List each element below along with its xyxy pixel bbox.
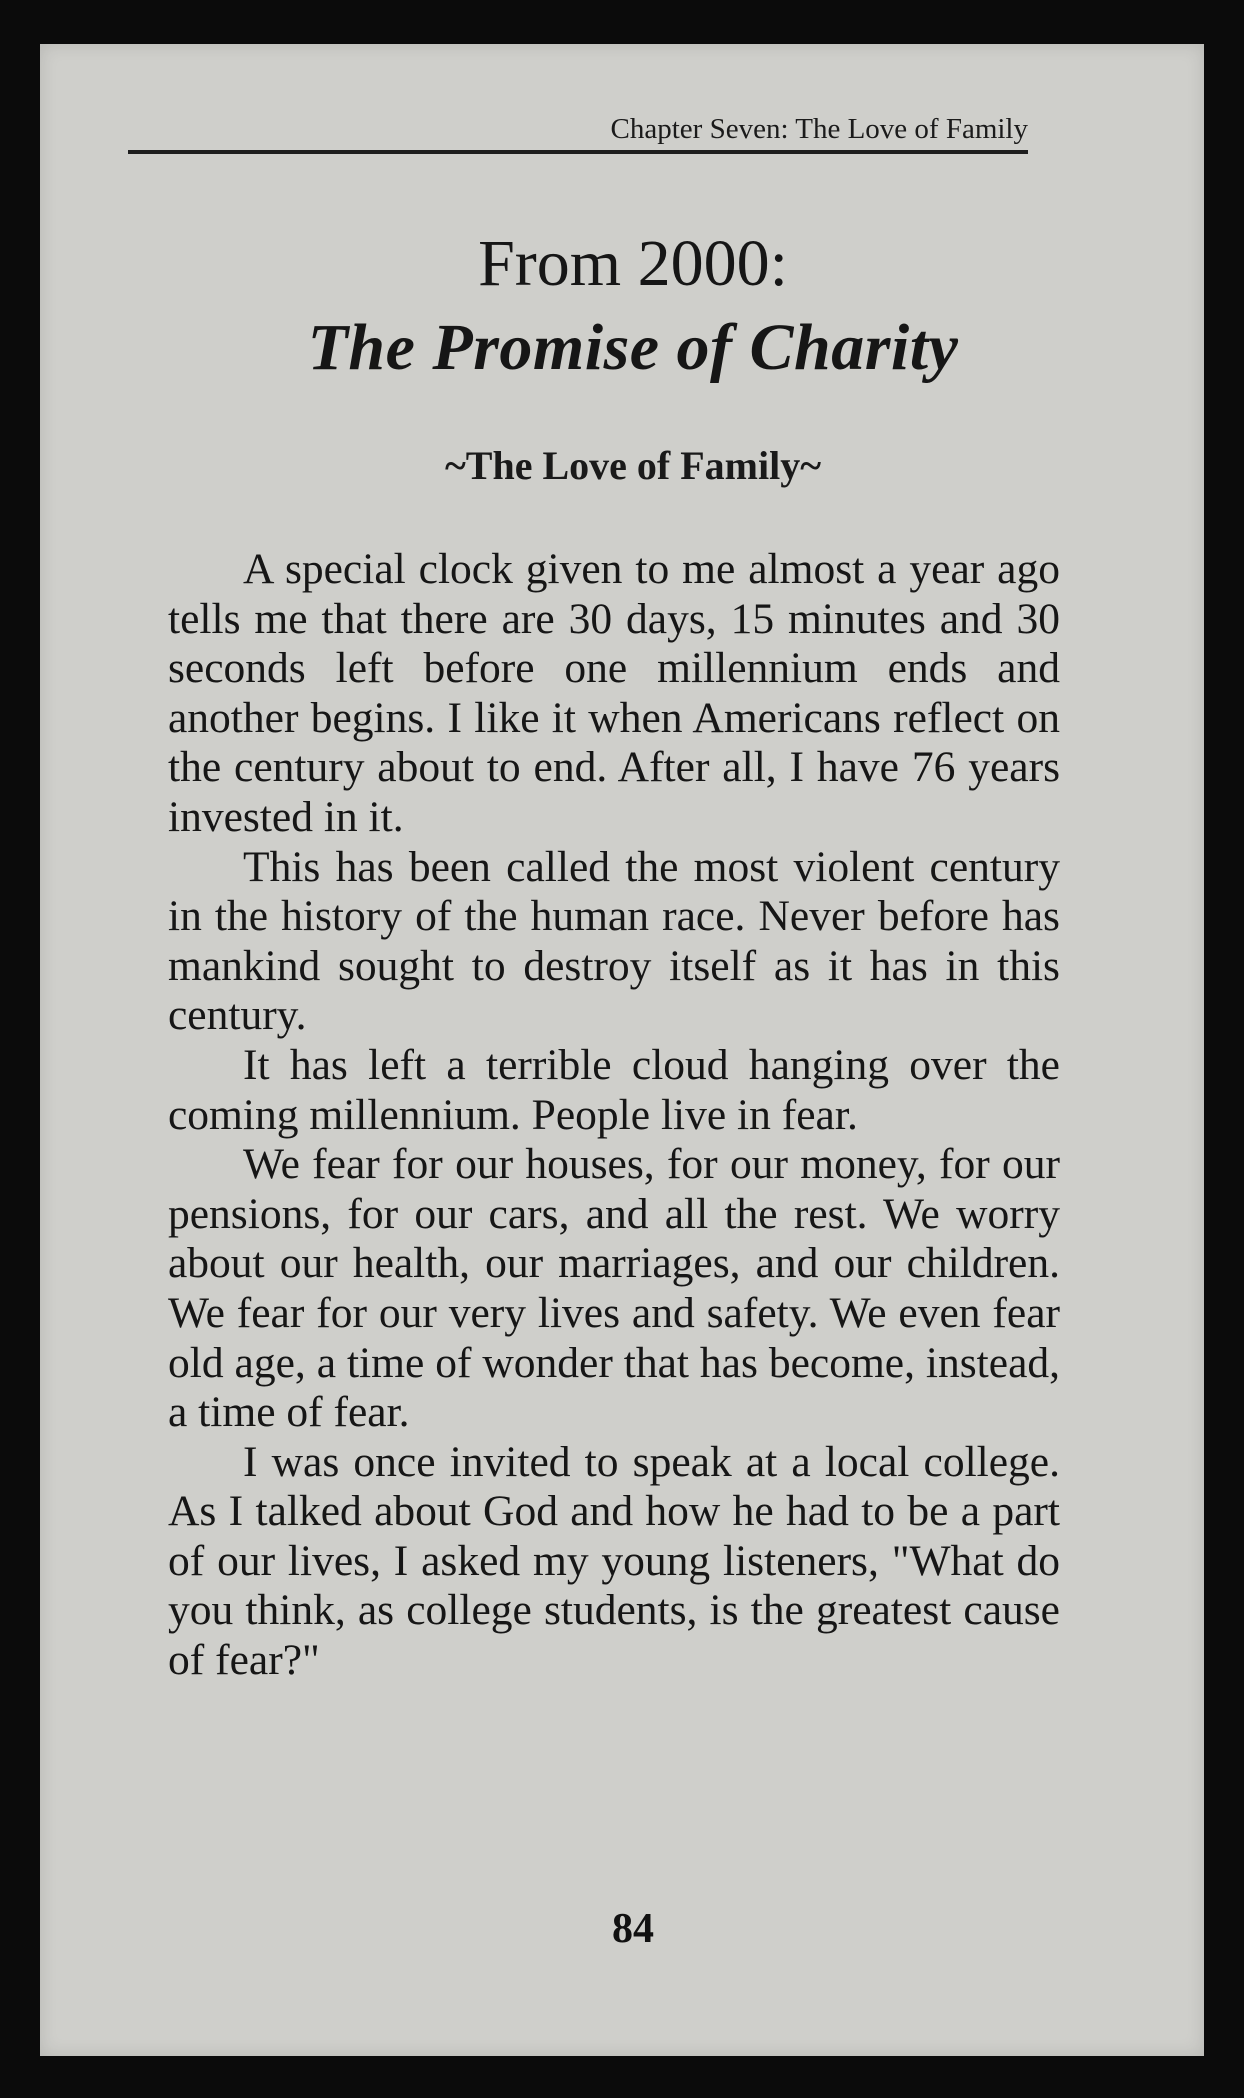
paragraph: This has been called the most violent century in the history of the human race. Never before has mankind sought to destroy itself as it has in this century.: [168, 842, 1060, 1040]
section-subtitle: ~The Love of Family~: [444, 443, 821, 488]
paragraph: I was once invited to speak at a local college. As I talked about God and how he had to be a part of our lives, I asked my young listeners, "What do you think, as college students, is the greatest cause of fear?": [168, 1437, 1060, 1685]
paragraph: It has left a terrible cloud hanging over the coming millennium. People live in fear.: [168, 1040, 1060, 1139]
running-head: Chapter Seven: The Love of Family: [128, 110, 1028, 154]
page-number: 84: [612, 1906, 654, 1952]
paragraph: We fear for our houses, for our money, for our pensions, for our cars, and all the rest. We worry about our health, our marriages, and our children. We fear for our very lives and safety. We even fear old age, a time of wonder that has become, instead, a time of fear.: [168, 1140, 1060, 1437]
paragraph: A special clock given to me almost a year ago tells me that there are 30 days, 15 minutes and 30 seconds left before one millennium ends and another begins. I like it when Americans reflect on the century about to end. After all, I have 76 years invested in it.: [168, 545, 1060, 841]
chapter-title: [128, 222, 1138, 390]
body-text: [168, 545, 1060, 1686]
title-line-1: From 2000:: [478, 227, 788, 300]
title-line-2: The Promise of Charity: [307, 311, 959, 384]
